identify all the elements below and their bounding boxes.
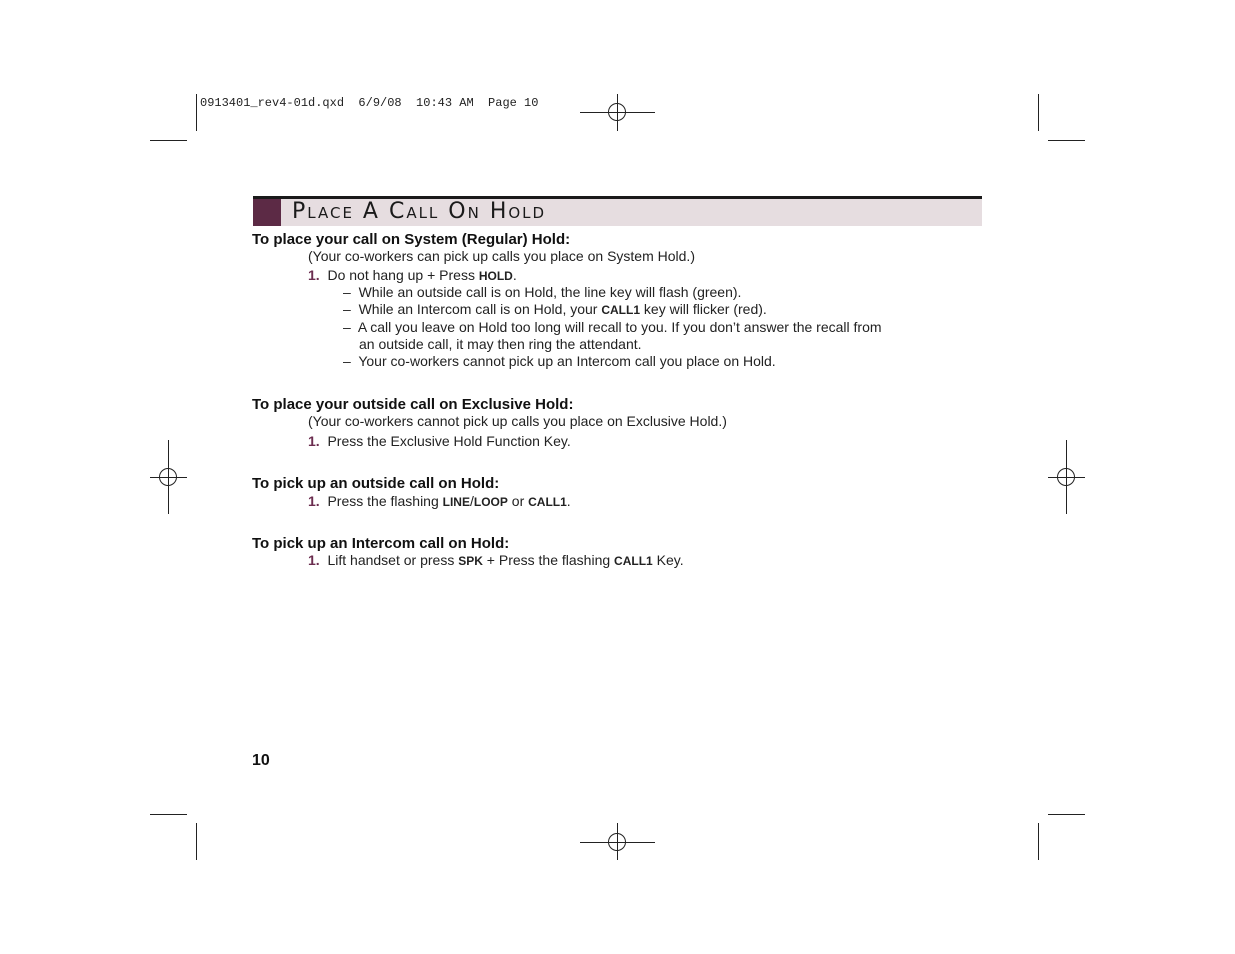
section1-bullet-3-cont: an outside call, it may then ring the attendant. [359, 336, 642, 352]
section3-step: 1. Press the flashing LINE/LOOP or CALL1. [308, 493, 571, 509]
section4-step: 1. Lift handset or press SPK + Press the flashing CALL1 Key. [308, 552, 684, 568]
section2-heading: To place your outside call on Exclusive Hold: [252, 396, 574, 413]
section1-heading: To place your call on System (Regular) Hold: [252, 231, 571, 248]
section4-heading: To pick up an Intercom call on Hold: [252, 535, 510, 552]
section1-note: (Your co-workers can pick up calls you place on System Hold.) [308, 248, 695, 264]
section1-bullet-3: – A call you leave on Hold too long will recall to you. If you don’t answer the recall from [343, 319, 882, 335]
section2-note: (Your co-workers cannot pick up calls you place on Exclusive Hold.) [308, 413, 727, 429]
section1-bullet-4: – Your co-workers cannot pick up an Intercom call you place on Hold. [343, 353, 776, 369]
section3-heading: To pick up an outside call on Hold: [252, 475, 500, 492]
title-accent-box [253, 199, 281, 226]
section1-bullet-1: – While an outside call is on Hold, the line key will flash (green). [343, 284, 742, 300]
section1-bullet-2: – While an Intercom call is on Hold, your CALL1 key will flicker (red). [343, 301, 767, 317]
print-slug: 0913401_rev4-01d.qxd 6/9/08 10:43 AM Page 10 [200, 96, 539, 110]
section1-step: 1. Do not hang up + Press HOLD. [308, 267, 517, 283]
page-number: 10 [252, 752, 270, 769]
section2-step: 1. Press the Exclusive Hold Function Key. [308, 433, 571, 449]
page-title: Place A Call On Hold [292, 199, 547, 224]
